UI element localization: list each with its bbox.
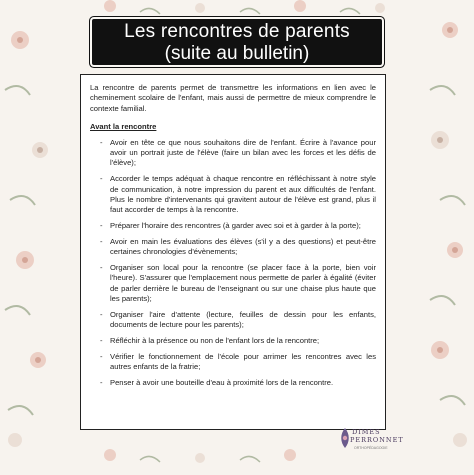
list-item-text: Vérifier le fonctionnement de l'école pour arrimer les rencontres avec les autres enfants de la fratrie; (110, 351, 376, 372)
brand-logo (336, 422, 406, 458)
bullet-dash: - (100, 221, 103, 231)
logo-line-2: PERRONNET (350, 436, 404, 444)
list-item-text: Avoir en main les évaluations des élèves (s'il y a des questions) et peut-être certaines chronologies d'évènements; (110, 236, 376, 257)
bullet-dash: - (100, 236, 103, 246)
list-item-text: Avoir en tête ce que nous souhaitons dire de l'enfant. Écrire à l'avance pour avoir un portrait juste de l'élève (faire un bilan avec les forces et les défis de l'élève); (110, 137, 376, 168)
content-box (80, 74, 386, 430)
bullet-dash: - (100, 137, 103, 147)
bullet-dash: - (100, 351, 103, 361)
list-item (90, 237, 376, 258)
title-line-2: (suite au bulletin) (164, 43, 310, 64)
bullet-dash: - (100, 309, 103, 319)
checklist (90, 138, 376, 389)
bullet-dash: - (100, 377, 103, 387)
logo-line-1: DIMES (352, 428, 381, 436)
list-item (90, 378, 376, 388)
list-item (90, 352, 376, 373)
list-item (90, 174, 376, 216)
section-title: Avant la rencontre (90, 122, 157, 132)
bullet-dash: - (100, 335, 103, 345)
title-line-1: Les rencontres de parents (124, 21, 350, 42)
list-item-text: Organiser l'aire d'attente (lecture, feuilles de dessin pour les enfants, documents de lecture pour les parents); (110, 309, 376, 330)
logo-line-3: ORTHOPÉDAGOGIE (354, 446, 388, 450)
list-item (90, 336, 376, 346)
list-item (90, 138, 376, 169)
intro-paragraph: La rencontre de parents permet de transmettre les informations en lien avec le cheminement scolaire de l'enfant, mais aussi de permettre de mieux comprendre le contexte familial. (90, 83, 376, 113)
list-item (90, 310, 376, 331)
list-item (90, 263, 376, 305)
list-item-text: Réfléchir à la présence ou non de l'enfant lors de la rencontre; (110, 335, 320, 345)
list-item-text: Penser à avoir une bouteille d'eau à proximité lors de la rencontre. (110, 377, 334, 387)
bullet-dash: - (100, 174, 103, 184)
list-item-text: Accorder le temps adéquat à chaque rencontre en réfléchissant à notre style de communication, à notre impression du parent et aux difficultés de l'enfant. Plus le nombre d'intervenants qui gravitent autour de l'élève est grand, plus il faut accorder de temps à la rencontre. (110, 174, 376, 215)
page-title (92, 19, 382, 65)
list-item (90, 221, 376, 231)
list-item-text: Organiser son local pour la rencontre (se placer face à la porte, bien voir l'heure). S'assurer que l'emplacement nous permette de parler à égalité (éviter de parler derrière le bureau de l'enseignant ou sur une chaise plus haute que les parents); (110, 262, 376, 304)
list-item-text: Préparer l'horaire des rencontres (à garder avec soi et à garder à la porte); (110, 221, 361, 231)
bullet-dash: - (100, 262, 103, 272)
